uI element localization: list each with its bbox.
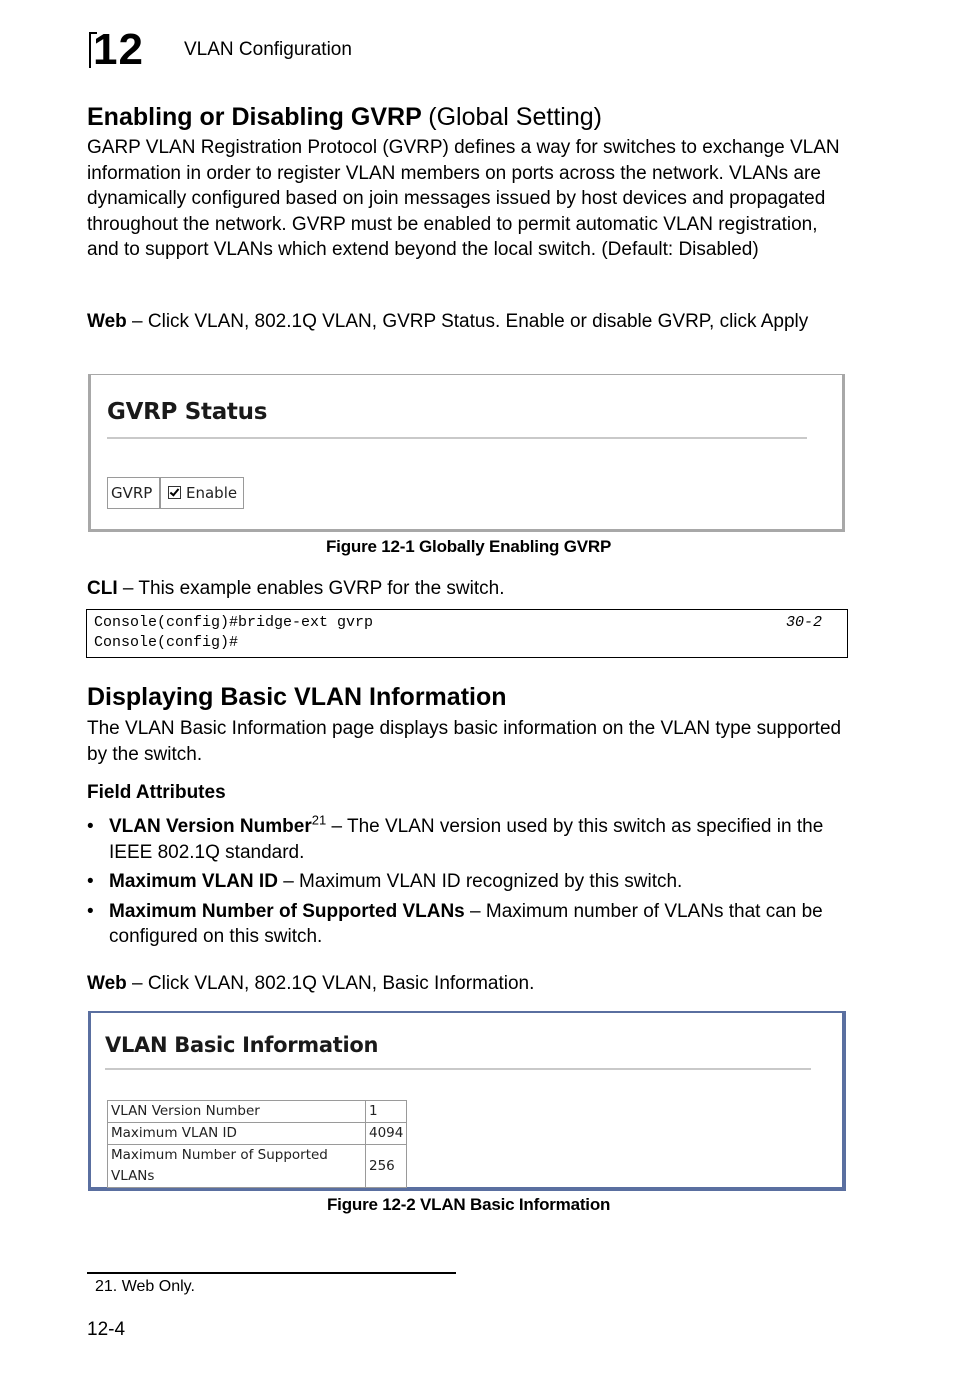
field-desc: – Maximum number of VLANs that can be configured on this switch. [109, 900, 823, 947]
field-desc: – The VLAN version used by this switch as specified in the IEEE 802.1Q standard. [109, 816, 824, 863]
chapter-title: VLAN Configuration [184, 39, 352, 60]
table-label-cell: VLAN Version Number [108, 1101, 366, 1123]
bullet: • [87, 871, 94, 892]
section-heading-gvrp [87, 102, 602, 132]
gvrp-web-instruction [87, 309, 847, 335]
code-command: Console(config)# [94, 634, 239, 651]
table-row [108, 1145, 407, 1188]
gvrp-title-rule [107, 437, 807, 439]
code-reference: 30-2 [785, 614, 822, 631]
gvrp-status-title: GVRP Status [107, 399, 268, 425]
web-instruction-text: – Click VLAN, 802.1Q VLAN, Basic Information. [126, 973, 535, 994]
table-row [108, 1123, 407, 1145]
footnote-rule [87, 1272, 456, 1274]
field-name: Maximum VLAN ID [109, 871, 278, 892]
web-label: Web [87, 973, 127, 994]
vlan-title-rule [105, 1068, 811, 1070]
table-label-cell: Maximum Number of Supported VLANs [108, 1145, 366, 1188]
code-line [94, 633, 840, 653]
web-instruction-text: – Click VLAN, 802.1Q VLAN, GVRP Status. Enable or disable GVRP, click Apply [126, 311, 809, 332]
bullet: • [87, 816, 94, 837]
field-desc: – Maximum VLAN ID recognized by this switch. [277, 871, 683, 892]
table-row [108, 1101, 407, 1123]
gvrp-enable-checkbox[interactable] [168, 486, 181, 499]
vlan-info-table [107, 1100, 407, 1188]
footnote-ref: 21 [311, 812, 327, 828]
table-value-cell: 1 [366, 1101, 407, 1123]
chapter-number-box [89, 25, 165, 74]
vlan-info-description: The VLAN Basic Information page displays basic information on the VLAN type supported by the switch. [87, 718, 842, 765]
field-name: VLAN Version Number [109, 816, 312, 837]
table-value-cell: 4094 [366, 1123, 407, 1145]
field-name: Maximum Number of Supported VLANs [109, 900, 465, 922]
cli-label: CLI [87, 578, 118, 599]
section-heading-normal: (Global Setting) [428, 103, 602, 131]
gvrp-enable-cell[interactable] [160, 477, 244, 509]
footnote: 21. Web Only. [95, 1278, 195, 1295]
list-item [87, 899, 847, 950]
gvrp-enable-label: Enable [186, 484, 238, 502]
vlan-basic-info-title: VLAN Basic Information [105, 1033, 379, 1057]
table-value-cell: 256 [366, 1145, 407, 1188]
table-label-cell: Maximum VLAN ID [108, 1123, 366, 1145]
field-attributes-heading: Field Attributes [87, 782, 226, 803]
web-label: Web [87, 311, 127, 332]
list-item [87, 869, 847, 895]
chapter-number: 12 [93, 25, 144, 74]
figure1-caption: Figure 12-1 Globally Enabling GVRP [326, 537, 612, 556]
code-command: Console(config)#bridge-ext gvrp [94, 614, 374, 631]
code-line [94, 613, 840, 633]
figure2-caption: Figure 12-2 VLAN Basic Information [327, 1195, 611, 1214]
cli-instruction-text: – This example enables GVRP for the switch. [117, 578, 505, 599]
gvrp-description: GARP VLAN Registration Protocol (GVRP) defines a way for switches to exchange VLAN information in order to register VLAN members on ports across the network. VLANs are dynamically configured based on join messages issued by host devices and propagated throughout the network. GVRP must be enabled to permit automatic VLAN registration, and to support VLANs which extend beyond the local switch. (Default: Disabled) [87, 137, 840, 260]
list-item [87, 814, 847, 865]
cli-code-block [86, 609, 848, 658]
gvrp-status-panel [88, 374, 845, 532]
section-heading-vlan-info: Displaying Basic VLAN Information [87, 683, 507, 711]
cli-instruction [87, 576, 847, 602]
page-number: 12-4 [87, 1319, 126, 1340]
section-heading-bold: Enabling or Disabling GVRP [87, 103, 422, 131]
gvrp-field-label: GVRP [107, 477, 160, 509]
field-attribute-list [87, 814, 847, 954]
vlan-web-instruction [87, 971, 847, 997]
bullet: • [87, 900, 94, 922]
vlan-basic-info-panel [88, 1011, 846, 1191]
